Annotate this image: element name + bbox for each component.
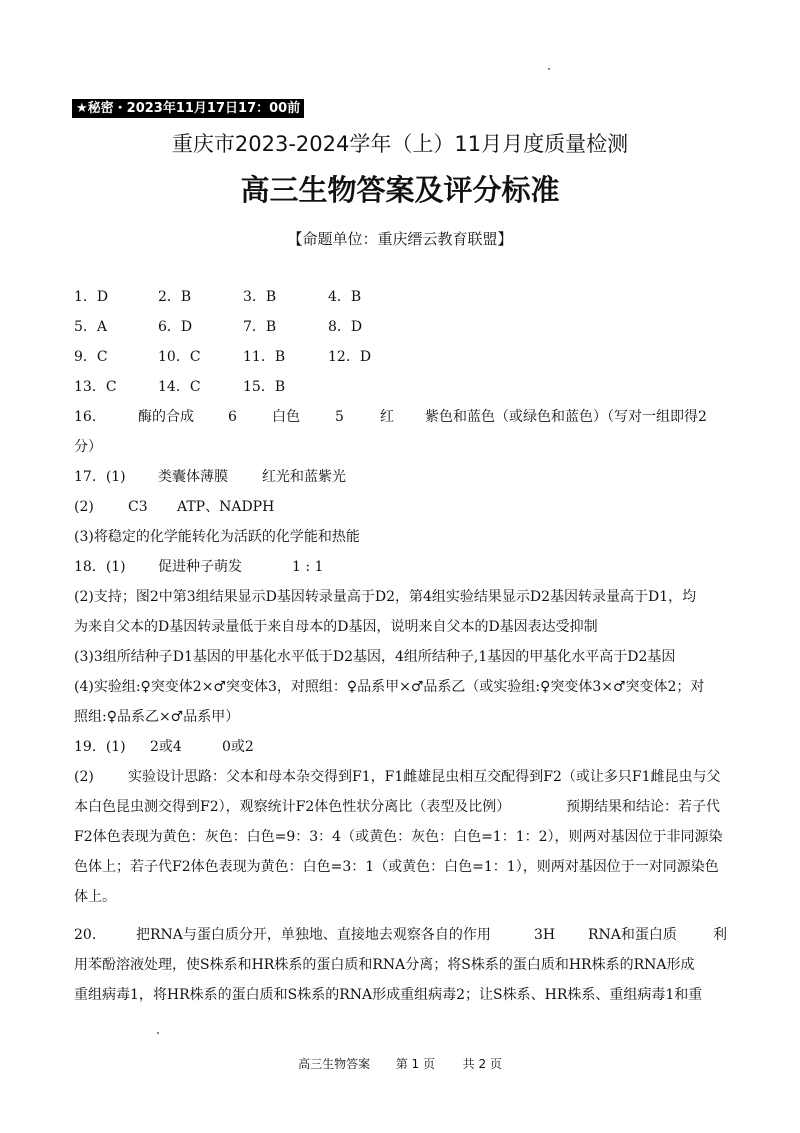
answer-line: 体上。 [74, 889, 116, 905]
answer-line: 照组:♀品系乙×♂品系甲） [74, 709, 240, 725]
sub-question-number: (2) [74, 499, 94, 515]
answer-blank: 红光和蓝紫光 [262, 469, 346, 485]
answer-blank: 紫色和蓝色（或绿色和蓝色）（写对一组即得2 [425, 409, 707, 425]
answer-line: F2体色表现为黄色：灰色：白色=9：3：4（或黄色：灰色：白色=1：1：2），则两对基因位于非同源染 [74, 829, 723, 845]
confidential-label: ★秘密・2023年11月17日17：00前 [72, 99, 304, 118]
answer-line: (3)将稳定的化学能转化为活跃的化学能和热能 [74, 529, 360, 545]
answer-blank: 0或2 [222, 739, 254, 755]
scan-dot [157, 1032, 159, 1034]
mc-answer: 3．B [243, 289, 277, 305]
answer-line: 为来自父本的D基因转录量低于来自母本的D基因，说明来自父本的D基因表达受抑制 [74, 619, 598, 635]
mc-answer: 9．C [74, 349, 108, 365]
answer-blank: RNA和蛋白质 [588, 927, 677, 943]
question-number: 17．(1) [74, 469, 126, 485]
answer-line: 本白色昆虫测交得到F2），观察统计F2体色性状分离比（表型及比例） [74, 799, 511, 815]
mc-answer: 1．D [74, 289, 109, 305]
answer-blank: 5 [335, 409, 344, 425]
answer-blank: 白色 [272, 409, 300, 425]
answer-line: (2)支持；图2中第3组结果显示D基因转录量高于D2，第4组实验结果显示D2基因转录量高于D1，均 [74, 589, 697, 605]
answer-line: 实验设计思路：父本和母本杂交得到F1，F1雌雄昆虫相互交配得到F2（或让多只F1雌昆虫与父 [128, 769, 721, 785]
footer-total: 共 2 页 [462, 1057, 502, 1071]
answer-blank: 酶的合成 [138, 409, 194, 425]
answer-line: 预期结果和结论：若子代 [566, 799, 720, 815]
answer-blank: 6 [228, 409, 237, 425]
question-number: 20. [74, 927, 97, 943]
answer-line: 用苯酚溶液处理，使S株系和HR株系的蛋白质和RNA分离；将S株系的蛋白质和HR株系的RNA形成 [74, 957, 695, 973]
mc-answer: 5．A [74, 319, 108, 335]
mc-answer: 15．B [243, 379, 286, 395]
answer-blank: 类囊体薄膜 [158, 469, 228, 485]
mc-answer: 7．B [243, 319, 277, 335]
mc-answer: 10．C [158, 349, 201, 365]
answer-blank: 3H [534, 927, 556, 943]
footer-subject: 高三生物答案 [298, 1057, 371, 1071]
footer-page: 第 1 页 [395, 1057, 435, 1071]
exam-title: 重庆市2023-2024学年（上）11月月度质量检测 [171, 132, 629, 156]
question-number: 16. [74, 409, 97, 425]
question-number: 19．(1) [74, 739, 126, 755]
sub-question-number: (2) [74, 769, 94, 785]
mc-answer: 13．C [74, 379, 117, 395]
answer-blank: 利 [713, 927, 727, 943]
answer-blank: 把RNA与蛋白质分开，单独地、直接地去观察各自的作用 [136, 927, 491, 943]
mc-answer: 4．B [328, 289, 362, 305]
mc-answer: 12．D [328, 349, 372, 365]
scan-dot [548, 68, 550, 70]
issuing-unit: 【命题单位：重庆缙云教育联盟】 [287, 230, 513, 248]
document-title: 高三生物答案及评分标准 [240, 173, 560, 207]
answer-line: 重组病毒1，将HR株系的蛋白质和S株系的RNA形成重组病毒2；让S株系、HR株系、重组病毒1和重 [74, 987, 703, 1003]
answer-blank: ATP、NADPH [177, 499, 275, 515]
answer-blank: 2或4 [150, 739, 182, 755]
answer-blank: 红 [380, 409, 394, 425]
mc-answer: 2．B [158, 289, 192, 305]
answer-line: 色体上；若子代F2体色表现为黄色：白色=3：1（或黄色：白色=1：1），则两对基因位于一对同源染色 [74, 859, 719, 875]
answer-blank: C3 [128, 499, 148, 515]
answer-blank: 1 : 1 [292, 559, 324, 575]
mc-answer: 14．C [158, 379, 201, 395]
answer-line: (3)3组所结种子D1基因的甲基化水平低于D2基因，4组所结种子,1基因的甲基化水平高于D2基因 [74, 649, 676, 665]
answer-blank: 促进种子萌发 [158, 559, 242, 575]
question-number: 18．(1) [74, 559, 126, 575]
answer-continuation: 分） [74, 439, 102, 455]
page-footer [0, 1055, 800, 1072]
mc-answer: 11．B [243, 349, 286, 365]
mc-answer: 6．D [158, 319, 193, 335]
answer-line: (4)实验组:♀突变体2×♂突变体3，对照组：♀品系甲×♂品系乙（或实验组:♀突变体3×♂突变体2；对 [74, 679, 705, 695]
mc-answer: 8．D [328, 319, 363, 335]
